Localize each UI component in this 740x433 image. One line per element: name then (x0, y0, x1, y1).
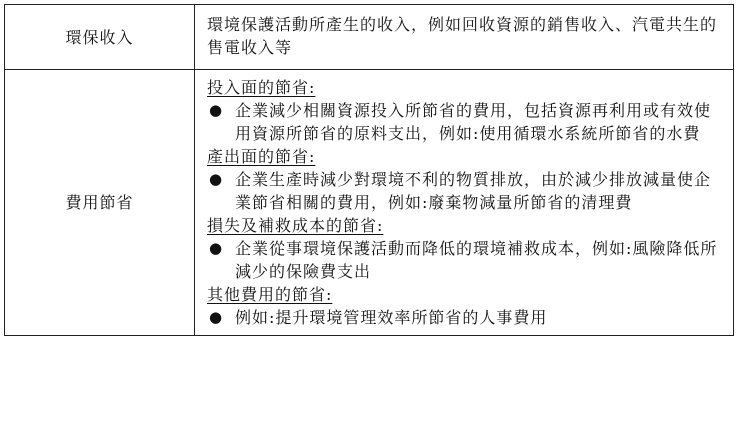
bullet-icon: ● (209, 101, 224, 119)
table-row-savings (5, 70, 734, 336)
bullet-icon: ● (209, 239, 224, 257)
section-heading-output-savings: 產出面的節省: (207, 147, 316, 166)
bullet-text: 企業從事環境保護活動而降低的環境補救成本，例如:風險降低所減少的保險費支出 (235, 239, 718, 281)
bullet-item (207, 168, 723, 214)
revenue-savings-table (4, 4, 734, 336)
section-heading-other-savings: 其他費用的節省: (207, 285, 333, 304)
bullet-icon: ● (209, 308, 224, 326)
bullet-item (207, 99, 723, 145)
section-heading-loss-savings: 損失及補救成本的節省: (207, 216, 384, 235)
bullet-text: 企業生產時減少對環境不利的物質排放，由於減少排放減量使企業節省相關的費用，例如:廢棄物減量所節省的清理費 (235, 170, 712, 212)
table-row-income (5, 5, 734, 70)
bullet-item (207, 237, 723, 283)
row-label-savings: 費用節省 (5, 70, 195, 336)
section-heading-input-savings: 投入面的節省: (207, 78, 316, 97)
bullet-text: 企業減少相關資源投入所節省的費用，包括資源再利用或有效使用資源所節省的原料支出，例如:使用循環水系統所節省的水費 (235, 101, 712, 143)
bullet-item (207, 306, 723, 329)
bullet-icon: ● (209, 170, 224, 188)
row-label-income: 環保收入 (5, 5, 195, 70)
row-content-savings (195, 70, 734, 336)
bullet-text: 例如:提升環境管理效率所節省的人事費用 (235, 308, 548, 327)
row-content-income: 環境保護活動所產生的收入，例如回收資源的銷售收入、汽電共生的售電收入等 (195, 5, 734, 70)
